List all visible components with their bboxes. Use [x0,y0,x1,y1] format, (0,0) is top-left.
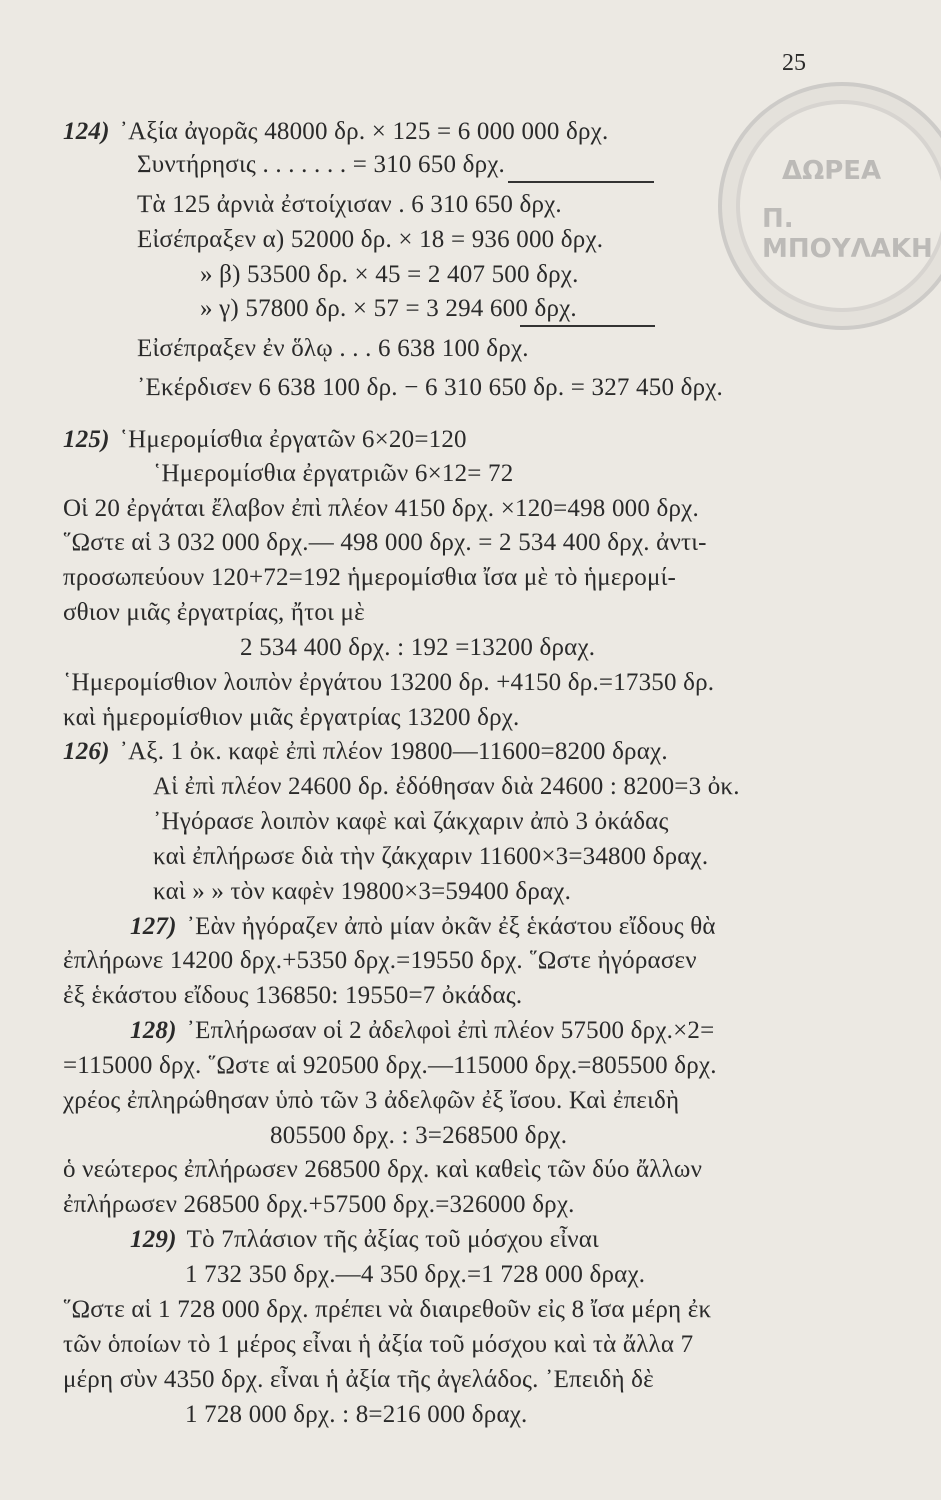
text-line: καὶ ἐπλήρωσε διὰ τὴν ζάκχαριν 11600×3=34800 δραχ. [153,843,709,870]
text-line: ᾿Ηγόρασε λοιπὸν καφὲ καὶ ζάκχαριν ἀπὸ 3 ὀκάδας [153,808,669,835]
text-line: 805500 δρχ. : 3=268500 δρχ. [270,1122,568,1149]
text-line: Εἰσέπραξεν ἐν ὅλῳ . . . 6 638 100 δρχ. [137,335,529,362]
text-line: 1 728 000 δρχ. : 8=216 000 δραχ. [185,1401,528,1428]
text-line: Τὰ 125 ἀρνιὰ ἐστοίχισαν . 6 310 650 δρχ. [137,191,562,218]
text-line: προσωπεύουν 120+72=192 ἡμερομίσθια ἴσα μὲ τὸ ἡμερομί- [63,564,677,591]
page-number: 25 [782,50,806,76]
text-line: Οἱ 20 ἐργάται ἔλαβον ἐπὶ πλέον 4150 δρχ. ×120=498 000 δρχ. [63,495,699,522]
text-line: 125) ῾Ημερομίσθια ἐργατῶν 6×20=120 [63,426,467,453]
sum-rule [508,181,654,183]
text-line: 1 732 350 δρχ.—4 350 δρχ.=1 728 000 δραχ. [185,1261,646,1288]
text-line: » γ) 57800 δρ. × 57 = 3 294 600 δρχ. [200,295,577,322]
text-line: ᾿Εκέρδισεν 6 638 100 δρ. − 6 310 650 δρ. = 327 450 δρχ. [137,374,724,401]
library-stamp [718,82,941,330]
stamp-text-1: ΔΩΡΕΑ [782,156,882,186]
text-line: 124) ᾿Αξία ἀγορᾶς 48000 δρ. × 125 = 6 000 000 δρχ. [63,118,609,145]
text-line: τῶν ὁποίων τὸ 1 μέρος εἶναι ἡ ἀξία τοῦ μόσχου καὶ τὰ ἄλλα 7 [63,1331,694,1358]
text-line: 2 534 400 δρχ. : 192 =13200 δραχ. [240,634,596,661]
text-line: ἐπλήρωσεν 268500 δρχ.+57500 δρχ.=326000 δρχ. [63,1191,575,1218]
text-line: ἐξ ἑκάστου εἴδους 136850: 19550=7 ὀκάδας. [63,982,523,1009]
text-line: χρέος ἐπληρώθησαν ὑπὸ τῶν 3 ἀδελφῶν ἐξ ἴσου. Καὶ ἐπειδὴ [63,1087,680,1114]
text-line: ῞Ωστε αἱ 1 728 000 δρχ. πρέπει νὰ διαιρεθοῦν εἰς 8 ἴσα μέρη ἐκ [63,1296,712,1323]
text-line: καὶ » » τὸν καφὲν 19800×3=59400 δραχ. [153,878,572,905]
problem-number: 128) [130,1017,177,1044]
sum-rule [520,325,655,327]
text-line: 128) ᾿Επλήρωσαν οἱ 2 ἀδελφοὶ ἐπὶ πλέον 57500 δρχ.×2= [130,1017,715,1044]
text-line: σθιον μιᾶς ἐργατρίας, ἤτοι μὲ [63,599,365,626]
text-line: ῾Ημερομίσθιον λοιπὸν ἐργάτου 13200 δρ. +4150 δρ.=17350 δρ. [63,669,715,696]
text-line: 129) Τὸ 7πλάσιον τῆς ἀξίας τοῦ μόσχου εἶναι [130,1226,599,1253]
text-line: 126) ᾿Αξ. 1 ὀκ. καφὲ ἐπὶ πλέον 19800—11600=8200 δραχ. [63,738,668,765]
text-line: Συντήρησις . . . . . . . = 310 650 δρχ. [137,151,506,178]
text-line: 127) ᾿Εὰν ἠγόραζεν ἀπὸ μίαν ὀκᾶν ἐξ ἑκάστου εἴδους θὰ [130,913,716,940]
text-line: ῾Ημερομίσθια ἐργατριῶν 6×12= 72 [153,460,514,487]
text-line: » β) 53500 δρ. × 45 = 2 407 500 δρχ. [200,261,579,288]
text-line: ὁ νεώτερος ἐπλήρωσεν 268500 δρχ. καὶ καθεὶς τῶν δύο ἄλλων [63,1156,703,1183]
stamp-text-2: Π. ΜΠΟΥΛΑΚΗ [762,204,933,264]
text-line: Αἱ ἐπὶ πλέον 24600 δρ. ἐδόθησαν διὰ 24600 : 8200=3 ὀκ. [153,773,740,800]
problem-number: 125) [63,426,110,453]
problem-number: 127) [130,913,177,940]
problem-number: 124) [63,118,110,145]
text-line: καὶ ἡμερομίσθιον μιᾶς ἐργατρίας 13200 δρχ. [63,704,520,731]
text-line: =115000 δρχ. ῞Ωστε αἱ 920500 δρχ.—115000 δρχ.=805500 δρχ. [63,1052,717,1079]
text-line: ἐπλήρωνε 14200 δρχ.+5350 δρχ.=19550 δρχ. ῞Ωστε ἠγόρασεν [63,947,697,974]
text-line: μέρη σὺν 4350 δρχ. εἶναι ἡ ἀξία τῆς ἀγελάδος. ᾿Επειδὴ δὲ [63,1366,654,1393]
text-line: ῞Ωστε αἱ 3 032 000 δρχ.— 498 000 δρχ. = 2 534 400 δρχ. ἀντι- [63,529,707,556]
text-line: Εἰσέπραξεν α) 52000 δρ. × 18 = 936 000 δρχ. [137,226,604,253]
problem-number: 129) [130,1226,177,1253]
problem-number: 126) [63,738,110,765]
